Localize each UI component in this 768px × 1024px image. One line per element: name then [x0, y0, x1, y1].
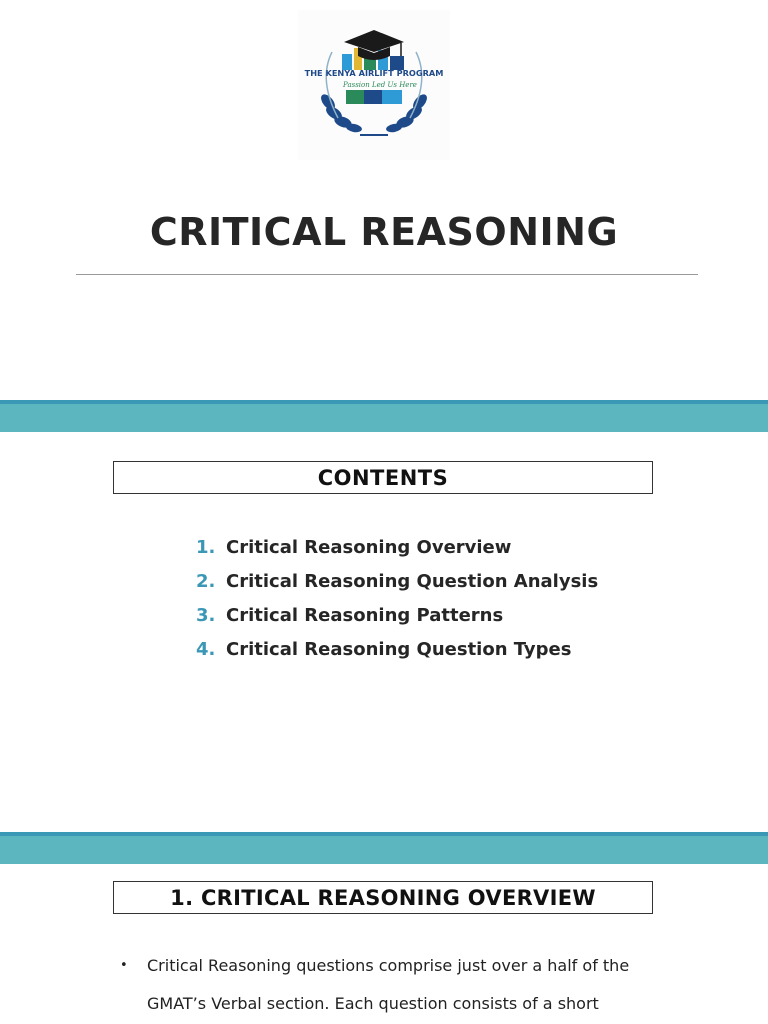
toc-number: 1.: [196, 537, 216, 558]
toc-item[interactable]: [196, 570, 616, 593]
toc-number: 3.: [196, 605, 216, 626]
table-of-contents: [196, 536, 616, 672]
contents-heading: CONTENTS: [113, 461, 653, 494]
overview-paragraph: Critical Reasoning questions comprise just over a half of the GMAT’s Verbal section. Each question consists of a short: [147, 956, 630, 1013]
kenya-airlift-logo: [298, 10, 450, 160]
overview-heading: 1. CRITICAL REASONING OVERVIEW: [113, 881, 653, 914]
toc-item[interactable]: [196, 604, 616, 627]
toc-item[interactable]: [196, 536, 616, 559]
bullet-icon: •: [120, 958, 128, 973]
logo-line1: THE KENYA AIRLIFT PROGRAM: [304, 68, 444, 78]
logo-emblem-icon: [298, 10, 450, 160]
toc-number: 4.: [196, 639, 216, 660]
toc-label: Critical Reasoning Patterns: [226, 605, 504, 626]
toc-label: Critical Reasoning Overview: [226, 537, 512, 558]
overview-bullets: [120, 952, 660, 1023]
logo-line2: Passion Led Us Here: [343, 81, 417, 89]
toc-label: Critical Reasoning Question Types: [226, 639, 572, 660]
toc-item[interactable]: [196, 638, 616, 661]
document-title: CRITICAL REASONING: [149, 210, 619, 254]
section-band-bottom: [0, 832, 768, 864]
section-band-top: [0, 400, 768, 432]
title-divider: [76, 274, 698, 275]
toc-label: Critical Reasoning Question Analysis: [226, 571, 599, 592]
list-item: [120, 952, 660, 1023]
toc-number: 2.: [196, 571, 216, 592]
